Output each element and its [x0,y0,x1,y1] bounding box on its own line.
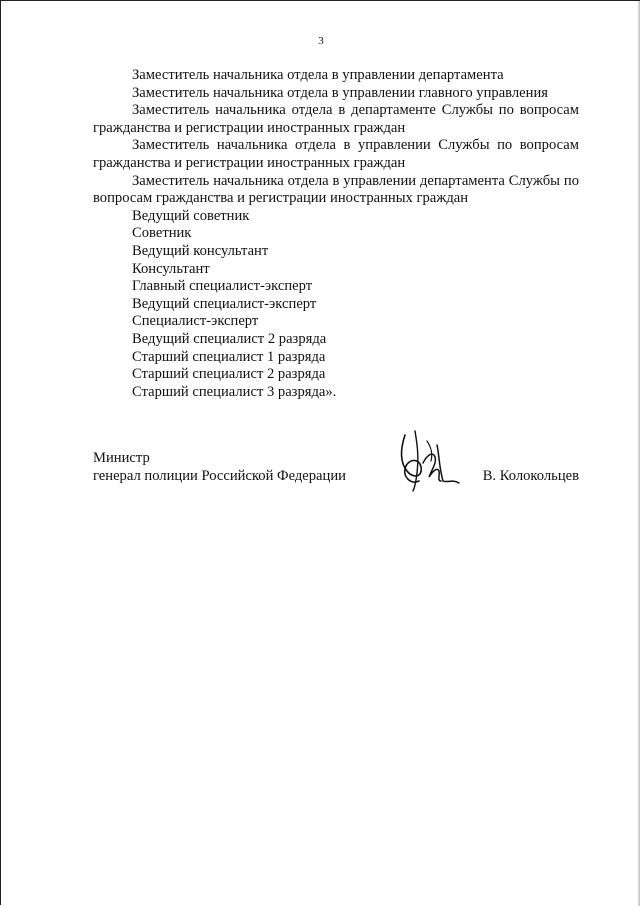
document-body [93,67,579,401]
position-item: Старший специалист 3 разряда». [132,383,337,400]
position-item: Ведущий советник [132,207,250,224]
position-item: Старший специалист 2 разряда [132,366,326,383]
signatory-name: В. Колокольцев [482,468,579,484]
handwritten-signature [393,427,463,497]
position-item: Консультант [132,260,210,277]
paragraph: Заместитель начальника отдела в управлении Службы по вопросам гражданства и регистрации иностранных граждан [93,137,579,171]
signatory-rank: генерал полиции Российской Федерации [93,468,346,484]
position-item: Ведущий специалист 2 разряда [132,330,327,347]
position-item: Советник [132,225,192,242]
signatory-title: Министр [93,450,150,466]
position-item: Главный специалист-эксперт [132,278,313,295]
position-item: Ведущий специалист-эксперт [132,295,317,312]
paragraph: Заместитель начальника отдела в управлении главного управления [132,84,548,101]
paragraph: Заместитель начальника отдела в управлении департамента Службы по вопросам гражданства и регистрации иностранных граждан [93,172,579,207]
page-number: 3 [318,35,324,47]
position-item: Старший специалист 1 разряда [132,348,326,365]
position-item: Специалист-эксперт [132,313,259,330]
position-item: Ведущий консультант [132,242,269,259]
paragraph: Заместитель начальника отдела в департаменте Службы по вопросам гражданства и регистрации иностранных граждан [93,102,579,136]
signature-block [93,449,583,509]
paragraph: Заместитель начальника отдела в управлении департамента [132,67,504,83]
